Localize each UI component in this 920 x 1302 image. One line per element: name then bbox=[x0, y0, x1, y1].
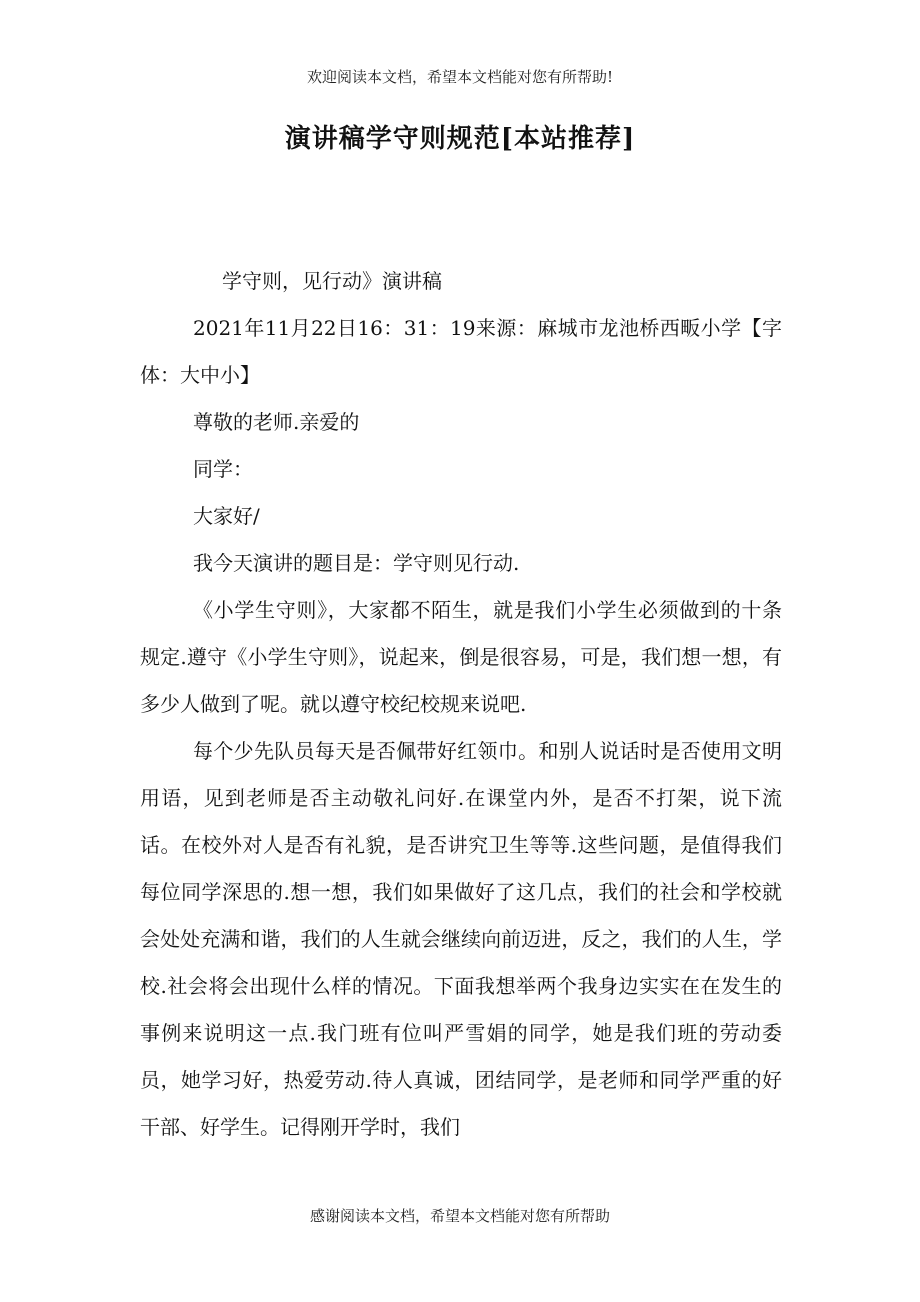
greeting-line-3: 大家好/ bbox=[193, 504, 260, 528]
header-note: 欢迎阅读本文档，希望本文档能对您有所帮助! bbox=[306, 68, 614, 86]
topic-line: 我今天演讲的题目是：学守则见行动. bbox=[193, 551, 520, 575]
paragraph-2: 每个少先队员每天是否佩带好红领巾。和别人说话时是否使用文明用语，见到老师是否主动敬礼问好.在课堂内外，是否不打架，说下流话。在校外对人是否有礼貌，是否讲究卫生等等.这些问题，是值得我们每位同学深思的.想一想，我们如果做好了这几点，我们的社会和学校就会处处充满和谐，我们的人生就会继续向前迈进，反之，我们的人生，学校.社会将会出现什么样的情况。下面我想举两个我身边实实在在发生的事例来说明这一点.我门班有位叫严雪娟的同学，她是我们班的劳动委员，她学习好，热爱劳动.待人真诚，团结同学，是老师和同学严重的好干部、好学生。记得刚开学时，我们 bbox=[140, 739, 782, 1139]
footer-note: 感谢阅读本文档，希望本文档能对您有所帮助 bbox=[309, 1207, 610, 1225]
speech-heading: 学守则，见行动》演讲稿 bbox=[222, 269, 442, 293]
meta-line: 2021年11月22日16：31：19来源：麻城市龙池桥西畈小学【字体：大中小】 bbox=[140, 316, 782, 387]
greeting-line-2: 同学： bbox=[193, 457, 253, 481]
document-body bbox=[140, 258, 782, 1151]
greeting-line-1: 尊敬的老师.亲爱的 bbox=[193, 410, 360, 434]
document-title: 演讲稿学守则规范[本站推荐] bbox=[284, 124, 636, 154]
paragraph-1: 《小学生守则》，大家都不陌生，就是我们小学生必须做到的十条规定.遵守《小学生守则》，说起来，倒是很容易，可是，我们想一想，有多少人做到了呢。就以遵守校纪校规来说吧. bbox=[140, 598, 782, 716]
